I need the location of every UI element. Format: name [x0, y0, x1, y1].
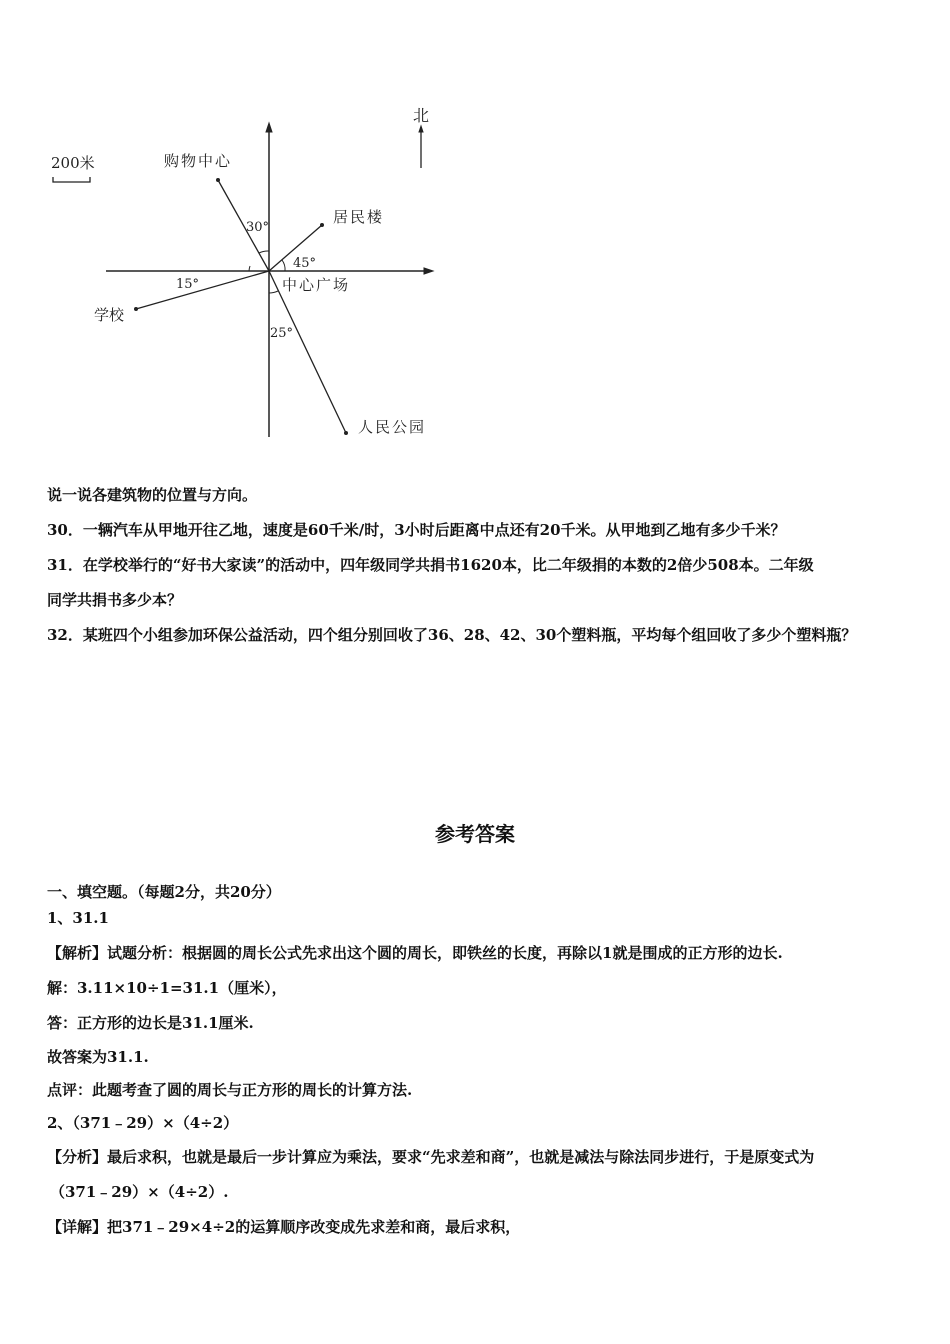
scale-bar [53, 177, 90, 182]
north-label: 北 [413, 106, 430, 125]
label-shopping: 购物中心 [164, 152, 233, 170]
question-32: 32．某班四个小组参加环保公益活动，四个组分别回收了36、28、42、30个塑料瓶，平均每个组回收了多少个塑料瓶？ [47, 626, 857, 644]
question-30: 30．一辆汽车从甲地开往乙地，速度是60千米/时，3小时后距离中点还有20千米。从甲地到乙地有多少千米？ [47, 521, 786, 539]
angle-school: 15° [176, 277, 200, 292]
answer-line: 2、（371﹣29）×（4÷2） [47, 1114, 239, 1132]
point-park [344, 431, 348, 435]
ns-axis-arrow [266, 123, 272, 132]
answer-line: 【解析】试题分析：根据圆的周长公式先求出这个圆的周长，即铁丝的长度，再除以1就是围成的正方形的边长. [47, 944, 783, 962]
angle-arc-park [269, 291, 278, 293]
question-31: 31．在学校举行的“好书大家读”的活动中，四年级同学共捐书1620本，比二年级捐的本数的2倍少508本。二年级 [47, 556, 814, 574]
answer-line: 解：3.11×10÷1=31.1（厘米）， [47, 979, 287, 997]
point-residential [320, 223, 324, 227]
label-school: 学校 [94, 306, 125, 324]
label-park: 人民公园 [358, 418, 427, 436]
answer-line: 答：正方形的边长是31.1厘米. [47, 1014, 254, 1032]
angle-shopping: 30° [246, 220, 270, 235]
answer-line: 1、31.1 [47, 909, 109, 927]
angle-arc-residential [282, 260, 285, 271]
ray-school [136, 271, 269, 309]
angle-park: 25° [270, 326, 294, 341]
ew-axis-arrow [424, 268, 433, 274]
question-text: 说一说各建筑物的位置与方向。 [47, 486, 258, 504]
angle-residential: 45° [293, 256, 317, 271]
north-arrow-head [419, 126, 423, 132]
label-residential: 居民楼 [333, 208, 385, 226]
angle-arc-shopping [259, 251, 269, 253]
answer-line: 故答案为31.1. [47, 1048, 149, 1066]
answer-line: 【分析】最后求积，也就是最后一步计算应为乘法，要求“先求差和商”，也就是减法与除法同步进行，于是原变式为 [47, 1148, 815, 1166]
answer-line: （371﹣29）×（4÷2）. [50, 1183, 229, 1201]
answer-line: 【详解】把371﹣29×4÷2的运算顺序改变成先求差和商，最后求积， [47, 1218, 521, 1236]
point-school [134, 307, 138, 311]
answer-line: 点评：此题考查了圆的周长与正方形的周长的计算方法. [47, 1081, 413, 1099]
answer-section-heading: 一、填空题。（每题2分，共20分） [47, 883, 281, 901]
scale-label: 200米 [51, 154, 95, 172]
answers-title: 参考答案 [435, 822, 515, 846]
question-31-cont: 同学共捐书多少本？ [47, 591, 183, 609]
direction-diagram [0, 0, 950, 450]
label-center: 中心广场 [282, 276, 351, 294]
ray-park [269, 271, 346, 433]
point-shopping [216, 178, 220, 182]
